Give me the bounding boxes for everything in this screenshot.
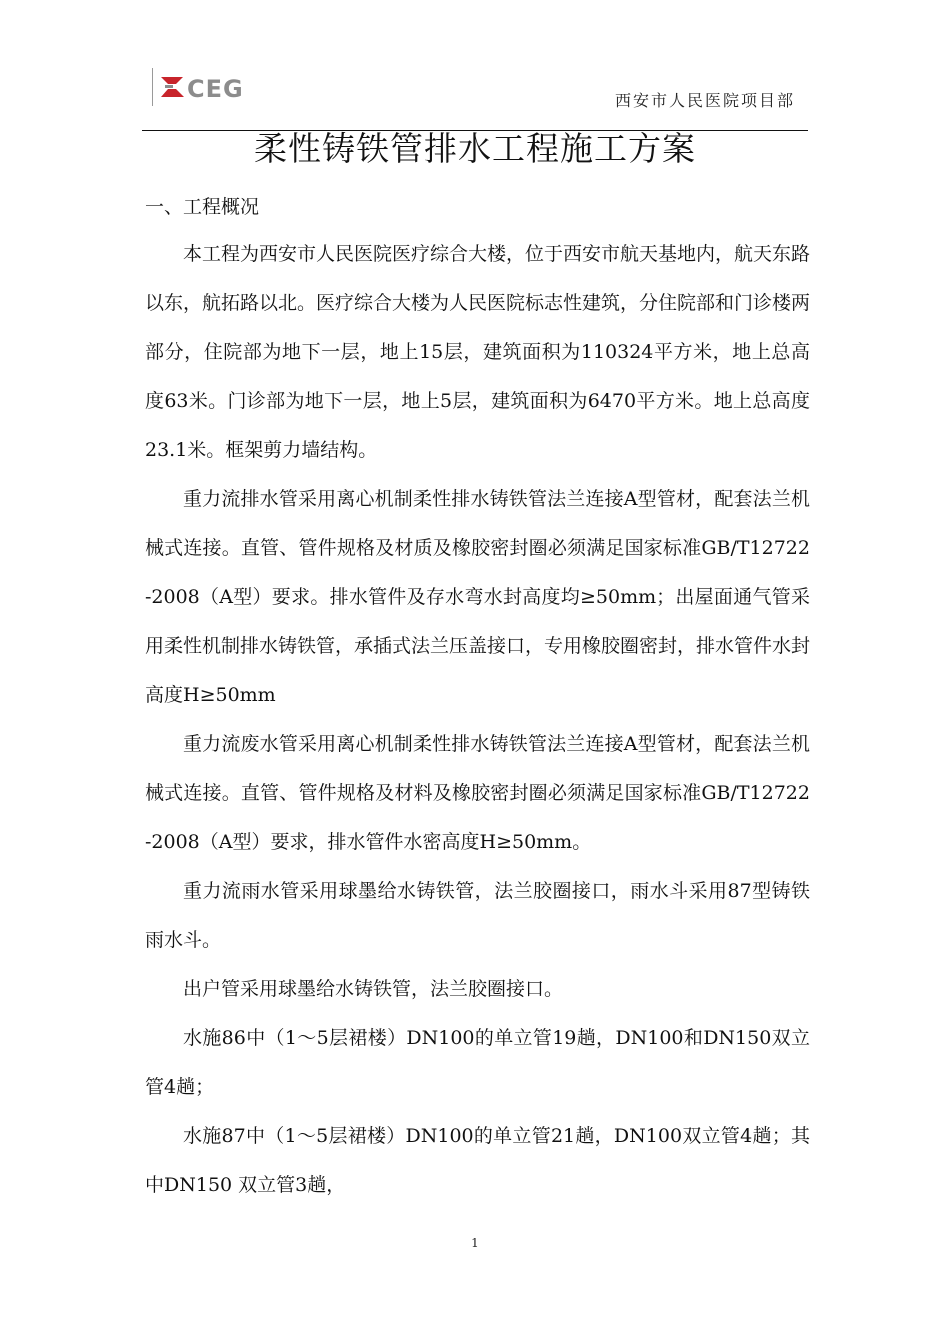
paragraph-drainage-pipe: 重力流排水管采用离心机制柔性排水铸铁管法兰连接A型管材，配套法兰机械式连接。直管、管件规格及材质及橡胶密封圈必须满足国家标准GB/T12722-2008（A型）要求。排水管件及存水弯水封高度均≥50mm；出屋面通气管采用柔性机制排水铸铁管，承插式法兰压盖接口，专用橡胶圈密封，排水管件水封高度H≥50mm: [145, 488, 811, 706]
page-number: 1: [471, 1236, 479, 1250]
paragraph-drawing-87: 水施87中（1～5层裙楼）DN100的单立管21趟，DN100双立管4趟；其中DN150 双立管3趟，: [145, 1125, 810, 1196]
document-title: 柔性铸铁管排水工程施工方案: [254, 129, 696, 168]
paragraph-outlet-pipe: 出户管采用球墨给水铸铁管，法兰胶圈接口。: [183, 978, 564, 1000]
logo-text: CEG: [187, 75, 244, 103]
paragraph-project-overview: 本工程为西安市人民医院医疗综合大楼，位于西安市航天基地内，航天东路以东，航拓路以北。医疗综合大楼为人民医院标志性建筑，分住院部和门诊楼两部分，住院部为地下一层，地上15层，建筑面积为110324平方米，地上总高度63米。门诊部为地下一层，地上5层，建筑面积为6470平方米。地上总高度23.1米。框架剪力墙结构。: [145, 243, 811, 461]
company-logo: [152, 68, 271, 106]
ceg-logo-icon: [153, 68, 271, 106]
document-body: [145, 188, 810, 1210]
section-heading: 一、工程概况: [145, 196, 260, 218]
header-organization: 西安市人民医院项目部: [614, 91, 795, 110]
paragraph-waste-pipe: 重力流废水管采用离心机制柔性排水铸铁管法兰连接A型管材，配套法兰机械式连接。直管、管件规格及材料及橡胶密封圈必须满足国家标准GB/T12722-2008（A型）要求，排水管件水密高度H≥50mm。: [145, 733, 810, 853]
paragraph-rain-pipe: 重力流雨水管采用球墨给水铸铁管，法兰胶圈接口，雨水斗采用87型铸铁雨水斗。: [145, 880, 810, 951]
paragraph-drawing-86: 水施86中（1～5层裙楼）DN100的单立管19趟，DN100和DN150双立管4趟；: [145, 1027, 810, 1098]
